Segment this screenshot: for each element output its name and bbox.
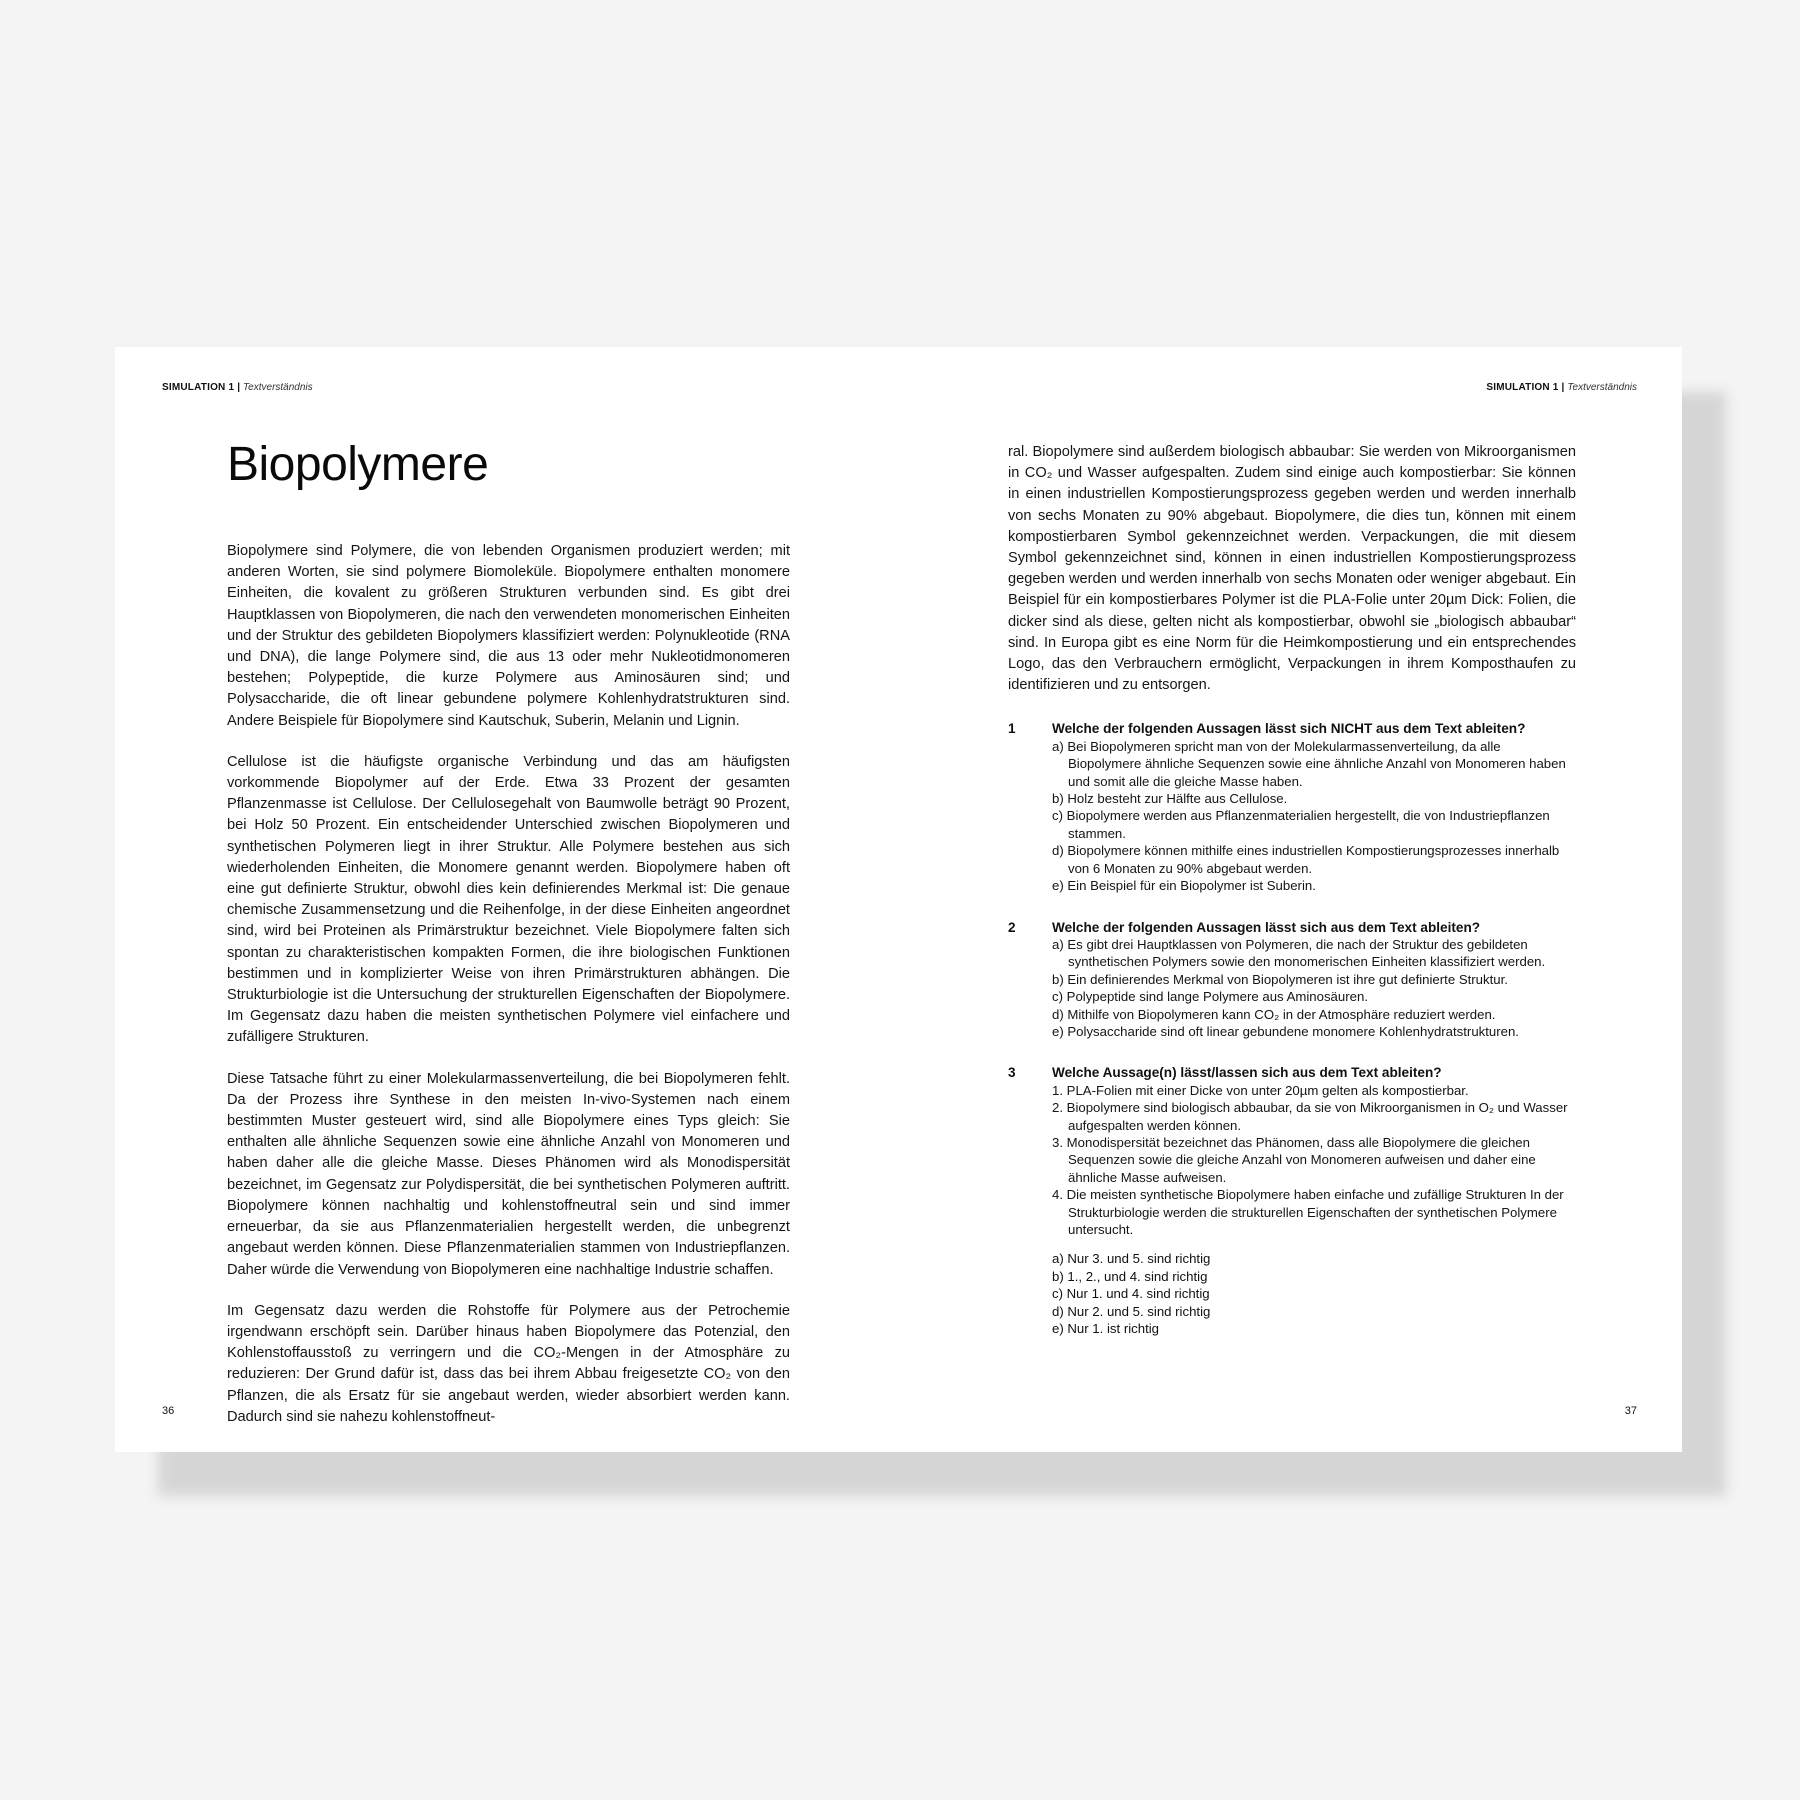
question-3: [1008, 1064, 1576, 1337]
statement-item: 4. Die meisten synthetische Biopolymere haben einfache und zufällige Strukturen In der Strukturbiologie werden die strukturellen Eigenschaften der synthetischen Polymere untersucht.: [1052, 1187, 1564, 1237]
page-title: Biopolymere: [227, 438, 489, 491]
body-paragraph: Biopolymere sind Polymere, die von lebenden Organismen produziert werden; mit anderen Worten, sie sind polymere Biomoleküle. Biopolymere enthalten monomere Einheiten, die kovalent zu größeren Strukturen verbunden sind. Es gibt drei Hauptklassen von Biopolymeren, die nach den verwendeten monomerischen Einheiten und der Struktur des gebildeten Biopolymers klassifiziert werden: Polynukleotide (RNA und DNA), die lange Polymere sind, die aus 13 oder mehr Nukleotidmonomeren bestehen; Polypeptide, die kurze Polymere aus Aminosäuren sind; und Polysaccharide, die oft linear gebundene polymere Kohlenhydratstrukturen sind. Andere Beispiele für Biopolymere sind Kautschuk, Suberin, Melanin und Lignin.: [227, 543, 790, 729]
answer-choice: d) Nur 2. und 5. sind richtig: [1052, 1303, 1211, 1319]
question-number: 1: [1008, 721, 1016, 737]
page-number-left: 36: [162, 1405, 175, 1417]
body-paragraph: Diese Tatsache führt zu einer Molekularmassenverteilung, die bei Biopolymeren fehlt. Da der Prozess ihre Synthese in den meisten In-vivo-Systemen nach einem bestimmten Muster gesteuert wird, sind alle Biopolymere eines Typs gleich: Sie enthalten alle ähnliche Sequenzen sowie eine ähnliche Anzahl von Monomeren und haben daher alle die gleiche Masse. Dieses Phänomen wird als Monodispersität bezeichnet, im Gegensatz zur Polydispersität, die bei synthetischen Polymeren auftritt. Biopolymere können nachhaltig und kohlenstoffneutral sein und sind immer erneuerbar, da sie aus Pflanzenmaterialien hergestellt werden, die unbegrenzt angebaut werden können. Diese Pflanzenmaterialien stammen von Industriepflanzen. Daher würde die Verwendung von Biopolymeren eine nachhaltige Industrie schaffen.: [227, 1070, 790, 1278]
left-page-column: [227, 437, 790, 1448]
answer-option: d) Biopolymere können mithilfe eines industriellen Kompostierungsprozesses innerhalb von 6 Monaten zu 90% abgebaut werden.: [1052, 843, 1560, 876]
answer-option: c) Biopolymere werden aus Pflanzenmaterialien hergestellt, die von Industriepflanzen stammen.: [1052, 808, 1550, 841]
statement-item: 2. Biopolymere sind biologisch abbaubar, da sie von Mikroorganismen in O₂ und Wasser aufgespalten werden können.: [1052, 1100, 1568, 1133]
running-head-left: [162, 381, 313, 395]
answer-options: [1052, 936, 1576, 1040]
answer-option: e) Ein Beispiel für ein Biopolymer ist Suberin.: [1052, 878, 1316, 894]
answer-option: b) Holz besteht zur Hälfte aus Cellulose.: [1052, 791, 1288, 807]
answer-option: a) Es gibt drei Hauptklassen von Polymeren, die nach der Struktur des gebildeten synthetischen Polymers sowie den monomerischen Einheiten klassifiziert werden.: [1052, 936, 1546, 970]
statement-item: 1. PLA-Folien mit einer Dicke von unter 20µm gelten als kompostierbar.: [1052, 1082, 1469, 1098]
page-number-right: 37: [1624, 1405, 1637, 1417]
question-2: [1008, 919, 1576, 1041]
statement-list: [1052, 1082, 1576, 1239]
running-head-simulation: SIMULATION 1 |: [162, 382, 241, 393]
answer-choice: a) Nur 3. und 5. sind richtig: [1052, 1251, 1211, 1267]
running-head-section: Textverständnis: [242, 382, 313, 393]
right-page-column: [1008, 442, 1576, 1361]
question-text: Welche Aussage(n) lässt/lassen sich aus dem Text ableiten?: [1052, 1065, 1442, 1081]
running-head-section: Textverständnis: [1567, 382, 1637, 393]
body-paragraph: Im Gegensatz dazu werden die Rohstoffe für Polymere aus der Petrochemie irgendwann erschöpft sein. Darüber hinaus haben Biopolymere das Potenzial, den Kohlenstoffausstoß zu verringern und die CO₂-Mengen in der Atmosphäre zu reduzieren: Der Grund dafür ist, dass das bei ihrem Abbau freigesetzte CO₂ von den Pflanzen, die als Ersatz für sie angebaut werden, wieder absorbiert werden kann. Dadurch sind sie nahezu kohlenstoffneut-: [227, 1302, 790, 1425]
answer-option: b) Ein definierendes Merkmal von Biopolymeren ist ihre gut definierte Struktur.: [1052, 971, 1508, 987]
answer-choice: e) Nur 1. ist richtig: [1052, 1321, 1159, 1337]
answer-choice: c) Nur 1. und 4. sind richtig: [1052, 1286, 1210, 1302]
book-spread: [115, 347, 1682, 1452]
answer-option: e) Polysaccharide sind oft linear gebundene monomere Kohlenhydratstrukturen.: [1052, 1023, 1519, 1039]
answer-option: c) Polypeptide sind lange Polymere aus Aminosäuren.: [1052, 989, 1368, 1005]
answer-option: a) Bei Biopolymeren spricht man von der Molekularmassenverteilung, da alle Biopolymere ähnliche Sequenzen sowie eine ähnliche Anzahl von Monomeren haben und somit alle die gleiche Masse haben.: [1052, 738, 1566, 789]
running-head-right: [1486, 381, 1637, 395]
question-number: 2: [1008, 919, 1016, 935]
question-number: 3: [1008, 1065, 1016, 1081]
answer-option: d) Mithilfe von Biopolymeren kann CO₂ in der Atmosphäre reduziert werden.: [1052, 1006, 1496, 1022]
running-head-simulation: SIMULATION 1 |: [1486, 382, 1565, 393]
statement-item: 3. Monodispersität bezeichnet das Phänomen, dass alle Biopolymere die gleichen Sequenzen sowie die gleiche Anzahl von Monomeren aufweisen und daher eine ähnliche Masse aufweisen.: [1052, 1134, 1536, 1185]
question-1: [1008, 720, 1576, 894]
body-paragraph: Cellulose ist die häufigste organische Verbindung und das am häufigsten vorkommende Biopolymer auf der Erde. Etwa 33 Prozent der gesamten Pflanzenmasse ist Cellulose. Der Cellulosegehalt von Baumwolle beträgt 90 Prozent, bei Holz 50 Prozent. Ein entscheidender Unterschied zwischen Biopolymeren und synthetischen Polymeren liegt in ihrer Struktur. Alle Polymere bestehen aus sich wiederholenden Einheiten, die Monomere genannt werden. Biopolymere haben oft eine gut definierte Struktur, obwohl dies kein definierendes Merkmal ist: Die genaue chemische Zusammensetzung und die Reihenfolge, in der diese Einheiten angeordnet sind, wird bei Proteinen als Primärstruktur bezeichnet. Viele Biopolymere falten sich spontan zu charakteristischen kompakten Formen, die ihre biologischen Funktionen bestimmen und in komplizierter Weise von ihren Primärstrukturen abhängen. Die Strukturbiologie ist die Untersuchung der strukturellen Eigenschaften der Biopolymere. Im Gegensatz dazu haben die meisten synthetischen Polymere viel einfachere und zufälligere Strukturen.: [227, 753, 790, 1046]
question-text: Welche der folgenden Aussagen lässt sich aus dem Text ableiten?: [1052, 919, 1481, 935]
question-text: Welche der folgenden Aussagen lässt sich NICHT aus dem Text ableiten?: [1052, 721, 1526, 737]
answer-options: [1052, 738, 1576, 895]
answer-choice: b) 1., 2., und 4. sind richtig: [1052, 1268, 1208, 1284]
body-paragraph: ral. Biopolymere sind außerdem biologisch abbaubar: Sie werden von Mikroorganismen in CO₂ und Wasser aufgespalten. Zudem sind einige auch kompostierbar: Sie können in einen industriellen Kompostierungsprozess gegeben werden und werden innerhalb von sechs Monaten zu 90% abgebaut. Biopolymere, die dies tun, können mit einem kompostierbaren Symbol gekennzeichnet werden. Verpackungen, die mit diesem Symbol gekennzeichnet sind, können in einen industriellen Kompostierungsprozess gegeben werden und werden innerhalb von sechs Monaten oder weniger abgebaut. Ein Beispiel für ein kompostierbares Polymer ist die PLA-Folie unter 20µm Dick: Folien, die dicker sind als diese, gelten nicht als kompostierbar, obwohl sie „biologisch abbaubar“ sind. In Europa gibt es eine Norm für die Heimkompostierung und ein entsprechendes Logo, das den Verbrauchern ermöglicht, Verpackungen in ihrem Komposthaufen zu identifizieren und zu entsorgen.: [1008, 444, 1576, 694]
answer-choices: [1052, 1250, 1576, 1337]
